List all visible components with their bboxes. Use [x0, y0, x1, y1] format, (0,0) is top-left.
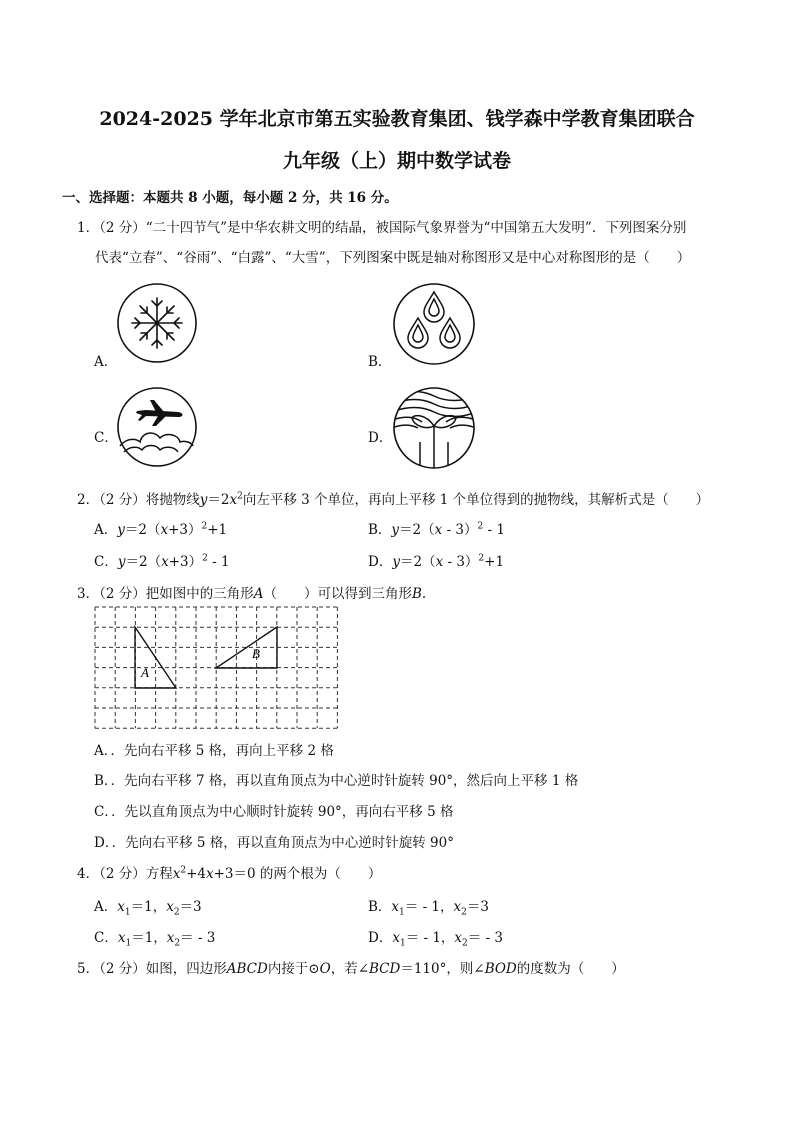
q2-option-c: C．$y=2(x+3)^2 - 1$	[94, 553, 230, 570]
q3-grid-figure	[95, 607, 337, 731]
q4-option-a: A．$x_1=1$，$x_2=3$	[94, 899, 202, 918]
q2-stem: 2．（2 分）将抛物线$y=2x^2$向左平移 3 个单位，再向上平移 1 个单位得到的抛物线，其解析式是（ ）	[77, 491, 710, 508]
raindrops-icon	[392, 282, 476, 366]
plane-clouds-icon	[116, 386, 198, 468]
q1-option-d-label: D．	[368, 430, 393, 446]
q1-option-c-label: C．	[94, 430, 118, 446]
q2-option-b: B．y＝2（x - 3）$^2$ - 1	[368, 521, 505, 538]
q3-option-c: C．．先以直角顶点为中心顺时针旋转 90°，再向右平移 5 格	[94, 804, 454, 820]
q5-stem: 5．（2 分）如图，四边形ABCD内接于⊙O，若∠BCD＝110°，则∠BOD的度数为（ ）	[77, 961, 625, 977]
q3-option-b: B．．先向右平移 7 格，再以直角顶点为中心逆时针旋转 90°，然后向上平移 1 格	[94, 773, 579, 789]
exam-title-line1: 2024-2025 学年北京市第五实验教育集团、钱学森中学教育集团联合	[99, 108, 695, 130]
q4-option-b: B．$x_1= - 1$，$x_2=3$	[368, 899, 489, 918]
q2-option-a: A．$y=2(x+3)^2+1$	[94, 521, 228, 538]
q1-option-b-label: B．	[368, 354, 392, 370]
section-header: 一、选择题：本题共 8 小题，每小题 2 分，共 16 分。	[62, 190, 398, 206]
triangle-b-label: B	[252, 646, 260, 661]
triangle-a-label: A	[141, 665, 149, 680]
q3-stem: 3．（2 分）把如图中的三角形A（ ）可以得到三角形B.	[77, 586, 427, 602]
exam-title-line2: 九年级（上）期中数学试卷	[282, 150, 511, 172]
snowflake-icon	[116, 282, 198, 364]
q1-stem-line2: 代表“立春”、“谷雨”、“白露”、“大雪”，下列图案中既是轴对称图形又是中心对称图形的是（ ）	[95, 250, 691, 266]
q2-option-d: D．y＝2（x - 3）$^2$+1	[368, 553, 505, 570]
q1-stem-line1: 1．（2 分）“二十四节气”是中华农耕文明的结晶，被国际气象界誉为“中国第五大发明”．下列图案分别	[77, 220, 687, 236]
sprout-fields-icon	[392, 386, 476, 470]
triangle-b	[216, 627, 277, 668]
q1-option-a-label: A．	[94, 354, 118, 370]
q3-option-a: A．．先向右平移 5 格，再向上平移 2 格	[94, 743, 334, 759]
q4-option-d: D．$x_1= - 1$，$x_2= - 3$	[368, 930, 504, 949]
q4-option-c: C．$x_1=1$，$x_2= - 3$	[94, 930, 216, 949]
q3-option-d: D．．先向右平移 5 格，再以直角顶点为中心逆时针旋转 90°	[94, 835, 454, 851]
q4-stem: 4．（2 分）方程$x^2+4x+3=0$ 的两个根为（ ）	[77, 865, 382, 882]
